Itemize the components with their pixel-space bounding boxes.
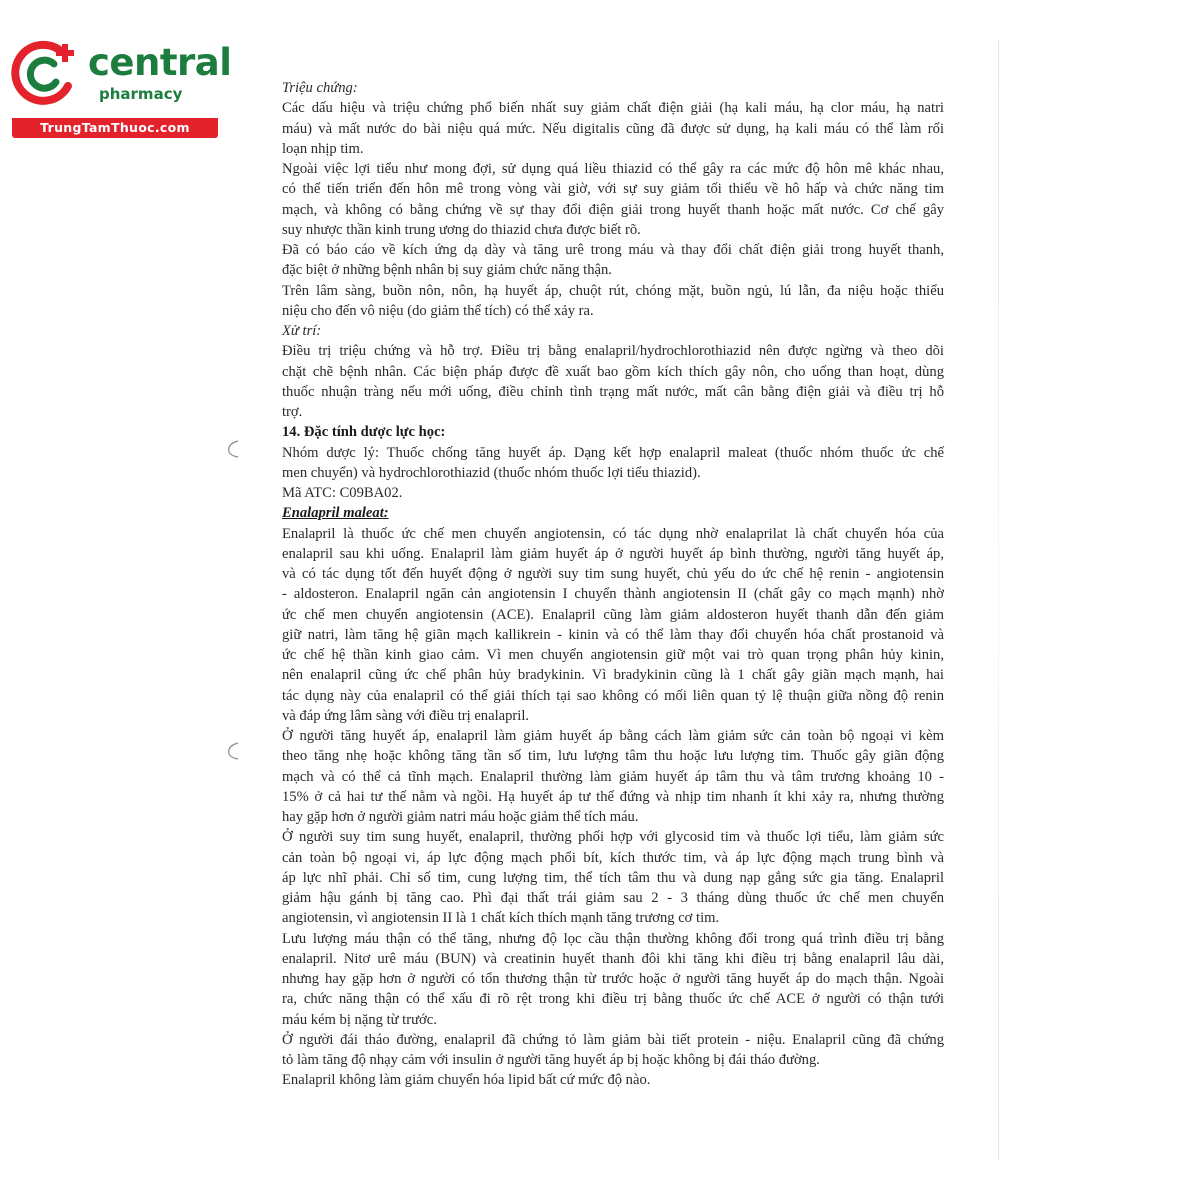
logo-brand-text: central bbox=[88, 41, 232, 84]
text-line: cản toàn bộ ngoại vi, áp lực động mạch phổi bít, kích thước tim, và áp lực động mạch trung bình và bbox=[282, 849, 944, 866]
text-line: nên enalapril cũng ức chế phân hủy bradykinin. Vì bradykinin cũng là 1 chất gây giãn mạch mạnh, hai bbox=[282, 667, 944, 684]
text-line: tỏ làm tăng độ nhạy cảm với insulin ở người tăng huyết áp bị hoặc không bị đái tháo đường. bbox=[282, 1052, 820, 1068]
text-line: Ngoài việc lợi tiểu như mong đợi, sử dụng quá liều thiazid có thể gây ra các mức độ hôn mê khác nhau, bbox=[282, 161, 944, 177]
text-line: Lưu lượng máu thận có thể tăng, nhưng độ lọc cầu thận thường không đổi trong quá trình điều trị bằng bbox=[282, 930, 944, 947]
text-line: 15% ở cả hai tư thế nằm và ngồi. Hạ huyết áp tư thế đứng và nhịp tim nhanh ít khi xảy ra, nhưng thường bbox=[282, 788, 944, 805]
logo-sub-text: pharmacy bbox=[99, 85, 183, 103]
text-line: Đã có báo cáo về kích ứng dạ dày và tăng urê trong máu và thay đổi chất điện giải trong huyết thanh, bbox=[282, 242, 944, 258]
text-line: angiotensin, vì angiotensin II là 1 chất kích thích mạnh tăng trương cơ tim. bbox=[282, 910, 720, 927]
text-line: Ở người suy tim sung huyết, enalapril, thường phối hợp với glycosid tim và thuốc lợi tiểu, làm giảm sức bbox=[282, 829, 944, 846]
text-line: suy nhược thần kinh trung ương do thiazid chưa được biết rõ. bbox=[282, 221, 641, 238]
text-line: Enalapril không làm giảm chuyển hóa lipid bất cứ mức độ nào. bbox=[282, 1072, 651, 1089]
text-line: enalapril sau khi uống. Enalapril làm giảm huyết áp ở người huyết áp bình thường, người tăng huyết áp, bbox=[282, 545, 944, 562]
pharmacy-logo[interactable] bbox=[10, 38, 232, 138]
section-heading: 14. Đặc tính dược lực học: bbox=[282, 424, 446, 441]
text-line: đặc biệt ở những bệnh nhân bị suy giảm chức năng thận. bbox=[282, 262, 612, 279]
italic-label: Triệu chứng: bbox=[282, 80, 358, 96]
pharmacy-cross-logo-icon bbox=[10, 38, 82, 110]
text-line: áp lực nhĩ phải. Chỉ số tim, cung lượng tim, thể tích tâm thu và dung nạp gắng sức gia tăng. Enalapril bbox=[282, 869, 944, 886]
italic-label: Xử trí: bbox=[282, 323, 322, 339]
text-line: và đáp ứng lâm sàng với điều trị enalapril. bbox=[282, 707, 530, 724]
text-line: máu) và mất nước do bài niệu quá mức. Nếu digitalis cũng đã được sử dụng, hạ kali máu có thể làm rối bbox=[282, 120, 944, 137]
text-line: Các dấu hiệu và triệu chứng phổ biến nhất suy giảm chất điện giải (hạ kali máu, hạ clor máu, hạ natri bbox=[282, 100, 944, 117]
scan-punch-mark bbox=[226, 440, 240, 458]
text-line: ức chế men chuyển angiotensin (ACE). Enalapril cũng làm giảm aldosteron huyết thanh dẫn đến giảm bbox=[282, 606, 944, 623]
text-line: thuốc nhuận tràng nếu mới uống, điều chỉnh tình trạng mất nước, mất cân bằng điện giải và điều trị hỗ bbox=[282, 383, 944, 400]
scan-page-edge bbox=[998, 40, 999, 1160]
logo-url-banner: TrungTamThuoc.com bbox=[12, 118, 218, 138]
subsection-heading: Enalapril maleat: bbox=[282, 505, 389, 522]
text-line: - aldosteron. Enalapril ngăn cản angiotensin I chuyển thành angiotensin II (chất gây co mạch mạnh) nhờ bbox=[282, 586, 944, 603]
text-line: chặt chẽ bệnh nhân. Các biện pháp được đề xuất bao gồm kích thích gây nôn, cho uống than hoạt, dùng bbox=[282, 363, 944, 380]
text-line: giảm hậu gánh bị tăng cao. Phì đại thất trái giảm sau 2 - 3 tháng dùng thuốc ức chế men chuyển bbox=[282, 890, 944, 906]
text-line: Nhóm dược lý: Thuốc chống tăng huyết áp. Dạng kết hợp enalapril maleat (thuốc nhóm thuốc ức chế bbox=[282, 444, 944, 461]
text-line: nhưng hay gặp hơn ở người có tổn thương thận từ trước hoặc ở người tăng huyết áp do mạch thận. Ngoài bbox=[282, 971, 944, 987]
text-line: hay gặp hơn ở người giảm natri máu hoặc giảm thể tích máu. bbox=[282, 809, 639, 825]
text-line: Điều trị triệu chứng và hỗ trợ. Điều trị bằng enalapril/hydrochlorothiazid nên được ngừng và theo dõi bbox=[282, 343, 944, 360]
text-line: Trên lâm sàng, buồn nôn, nôn, hạ huyết áp, chuột rút, chóng mặt, buồn ngủ, lú lẫn, đa niệu hoặc thiểu bbox=[282, 282, 944, 299]
text-line: ức chế hệ thần kinh giao cảm. Vì men chuyển angiotensin giữ một vai trò quan trọng phân hủy kinin, bbox=[282, 647, 944, 663]
text-line: niệu cho đến vô niệu (do giảm thể tích) có thể xảy ra. bbox=[282, 302, 594, 319]
text-line: theo tăng nhẹ hoặc không tăng tần số tim, lưu lượng tâm thu hoặc lưu lượng tim. Thuốc gây giãn động bbox=[282, 748, 944, 765]
text-line: giữ natri, làm tăng hệ giãn mạch kallikrein - kinin và có thể làm thay đổi chuyển hóa chất prostanoid và bbox=[282, 626, 944, 643]
text-line: enalapril. Nitơ urê máu (BUN) và creatinin huyết thanh đôi khi tăng khi điều trị bằng enalapril lâu dài, bbox=[282, 950, 944, 967]
text-line: tác dụng này của enalapril có thể giải thích tại sao không có mối liên quan tỷ lệ thuận giữa nồng độ renin bbox=[282, 687, 944, 704]
text-line: Mã ATC: C09BA02. bbox=[282, 485, 403, 501]
text-line: máu kém bị nặng từ trước. bbox=[282, 1011, 437, 1028]
text-line: Enalapril là thuốc ức chế men chuyển angiotensin, có tác dụng nhờ enalaprilat là chất chuyển hóa của bbox=[282, 525, 944, 542]
document-body bbox=[282, 78, 944, 1091]
text-line: có thể tiến triển đến hôn mê trong vòng vài giờ, với sự suy giảm tối thiểu về hô hấp và chức năng tim bbox=[282, 181, 944, 198]
text-line: mạch và có thể cả tĩnh mạch. Enalapril thường làm giảm huyết áp tâm thu và tâm trương khoảng 10 - bbox=[282, 768, 944, 785]
text-line: mạch, và không có bằng chứng về sự thay đổi điện giải trong huyết thanh hoặc mất nước. Cơ chế gây bbox=[282, 201, 944, 218]
text-line: trợ. bbox=[282, 404, 303, 420]
text-line: và có tác dụng tốt đến huyết động ở người suy tim sung huyết, chủ yếu do ức chế hệ renin - angiotensin bbox=[282, 566, 944, 582]
text-line: Ở người đái tháo đường, enalapril đã chứng tỏ làm giảm bài tiết protein - niệu. Enalapril cũng đã chứng bbox=[282, 1031, 944, 1048]
text-line: Ở người tăng huyết áp, enalapril làm giảm huyết áp bằng cách làm giảm sức cản toàn bộ ngoại vi kèm bbox=[282, 728, 944, 744]
text-line: men chuyển) và hydrochlorothiazid (thuốc nhóm thuốc lợi tiểu thiazid). bbox=[282, 464, 701, 481]
text-line: loạn nhịp tim. bbox=[282, 140, 364, 157]
scan-punch-mark bbox=[226, 742, 240, 760]
text-line: ra, chức năng thận có thể xấu đi rõ rệt trong khi điều trị bằng thuốc ức chế ACE ở người có thận tưới bbox=[282, 991, 944, 1008]
